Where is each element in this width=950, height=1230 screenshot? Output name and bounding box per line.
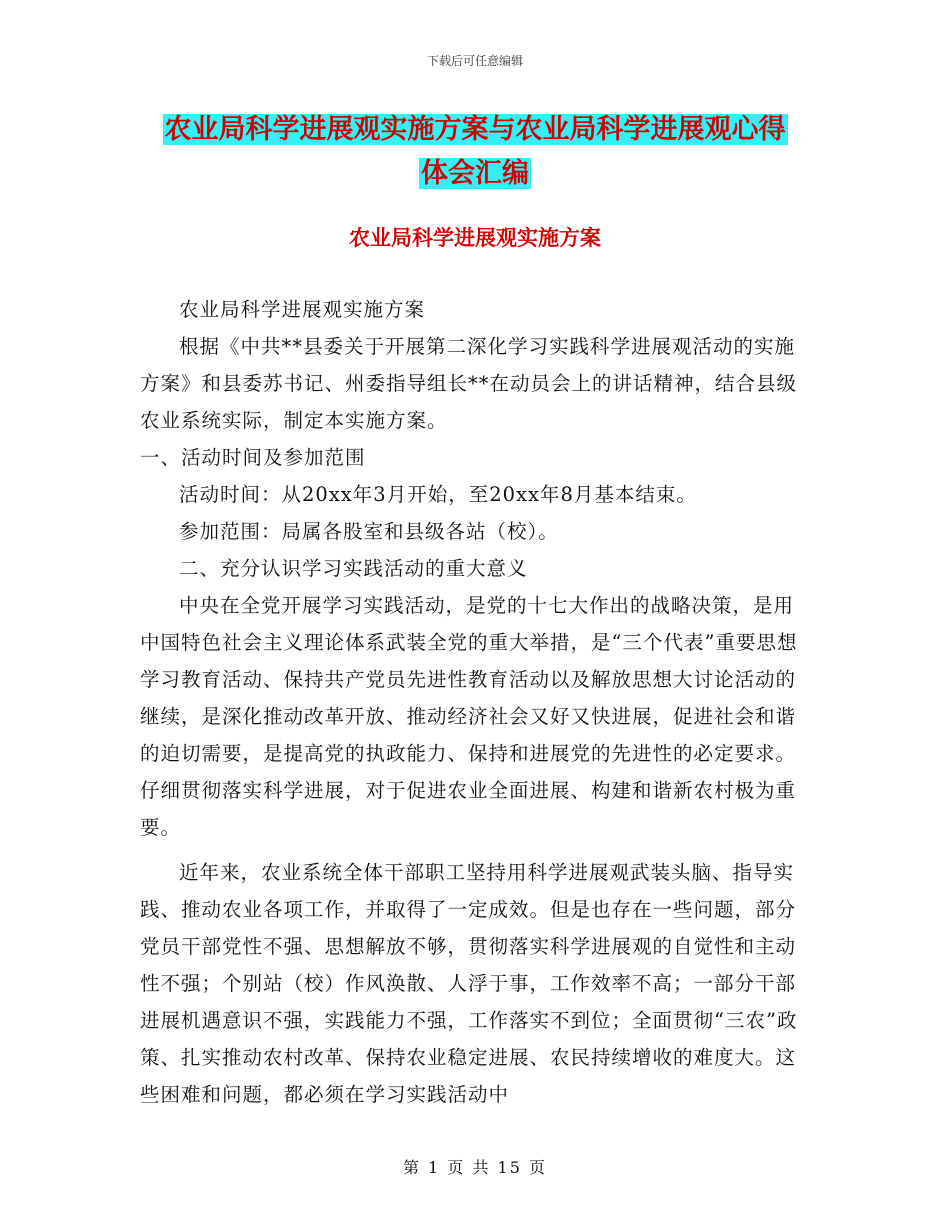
- page-footer: 第 1 页 共 15 页: [403, 1158, 547, 1177]
- document-title: [140, 108, 810, 196]
- paragraph-subtitle: 农业局科学进展观实施方案: [179, 298, 426, 321]
- document-title-line2: 体会汇编: [421, 158, 529, 189]
- paragraph-significance: 中央在全党开展学习实践活动，是党的十七大作出的战略决策，是用中国特色社会主义理论体系武装全党的重大举措，是“三个代表”重要思想学习教育活动、保持共产党员先进性教育活动以及解放思想大讨论活动的继续，是深化推动改革开放、推动经济社会又好又快进展，促进社会和谐的迫切需要，是提高党的执政能力、保持和进展党的先进性的必定要求。仔细贯彻落实科学进展，对于促进农业全面进展、构建和谐新农村极为重要。: [140, 594, 798, 839]
- header-note: 下载后可任意编辑: [426, 54, 523, 68]
- document-body: [140, 291, 800, 1113]
- heading-activity-time: 一、活动时间及参加范围: [140, 446, 366, 469]
- heading-significance: 二、充分认识学习实践活动的重大意义: [179, 557, 528, 580]
- paragraph-recent-years: 近年来，农业系统全体干部职工坚持用科学进展观武装头脑、指导实践、推动农业各项工作，并取得了一定成效。但是也存在一些问题，部分党员干部党性不强、思想解放不够，贯彻落实科学进展观的自觉性和主动性不强；个别站（校）作风涣散、人浮于事，工作效率不高；一部分干部进展机遇意识不强，实践能力不强，工作落实不到位；全面贯彻“三农”政策、扎实推动农村改革、保持农业稳定进展、农民持续增收的难度大。这些困难和问题，都必须在学习实践活动中: [140, 861, 798, 1106]
- section-title: 农业局科学进展观实施方案: [349, 226, 601, 250]
- paragraph-intro: 根据《中共**县委关于开展第二深化学习实践科学进展观活动的实施方案》和县委苏书记、州委指导组长**在动员会上的讲话精神，结合县级农业系统实际，制定本实施方案。: [140, 335, 798, 432]
- paragraph-activity-time: 活动时间：从20xx年3月开始，至20xx年8月基本结束。: [179, 483, 697, 506]
- document-title-line1: 农业局科学进展观实施方案与农业局科学进展观心得: [164, 114, 786, 145]
- paragraph-scope: 参加范围：局属各股室和县级各站（校）。: [179, 520, 559, 543]
